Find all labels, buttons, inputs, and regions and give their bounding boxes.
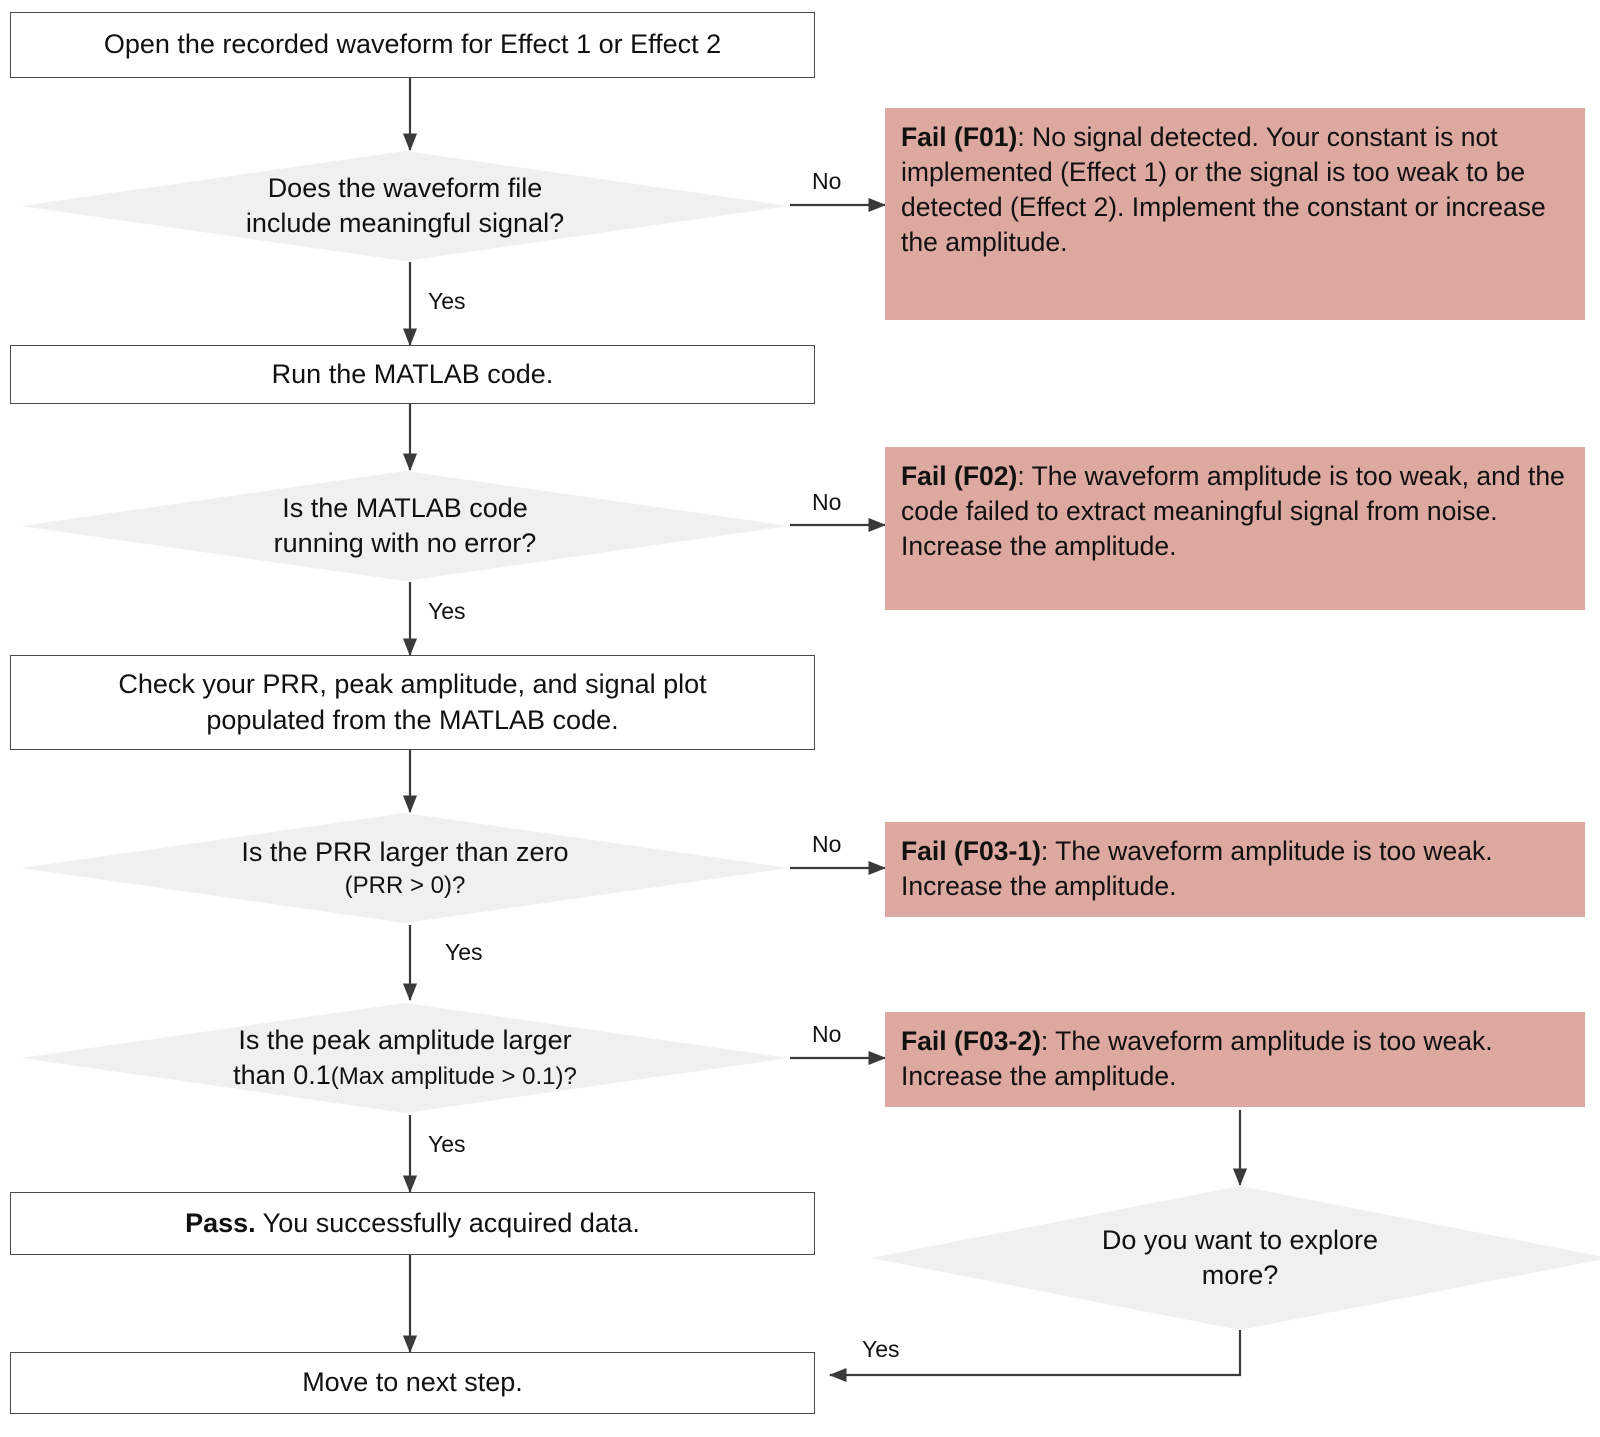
decision5-line1: Do you want to explore bbox=[1101, 1224, 1379, 1255]
decision-explore-more bbox=[870, 1185, 1600, 1331]
node-next-step bbox=[10, 1352, 815, 1414]
fail-f01-box bbox=[885, 108, 1585, 320]
decision-peak-amplitude bbox=[20, 1002, 790, 1114]
node-pass-bold: Pass. bbox=[185, 1207, 256, 1238]
edge-label-no-3: No bbox=[812, 831, 842, 857]
node-check-results-line2: populated from the MATLAB code. bbox=[206, 704, 619, 735]
node-next-step-label: Move to next step. bbox=[302, 1367, 523, 1398]
fail-f03-1-text: : The waveform amplitude is too weak. Increase the amplitude. bbox=[901, 836, 1493, 901]
decision-prr-greater-zero bbox=[20, 812, 790, 924]
decision4-line2-b: (Max amplitude > 0.1)? bbox=[330, 1063, 577, 1090]
node-pass bbox=[10, 1192, 815, 1255]
decision1-line1: Does the waveform file bbox=[267, 172, 543, 203]
fail-f03-1-box bbox=[885, 822, 1585, 917]
edge-label-no-1: No bbox=[812, 168, 842, 194]
decision-waveform-has-signal bbox=[20, 150, 790, 262]
node-run-matlab bbox=[10, 345, 815, 404]
decision3-line2: (PRR > 0)? bbox=[344, 871, 466, 899]
node-run-matlab-label: Run the MATLAB code. bbox=[271, 358, 554, 389]
edge-label-yes-4: Yes bbox=[428, 1131, 466, 1157]
decision-peak-amplitude-label bbox=[20, 1002, 790, 1114]
decision5-line2: more? bbox=[1201, 1260, 1279, 1290]
decision-explore-more-label bbox=[870, 1185, 1600, 1331]
decision3-line1: Is the PRR larger than zero bbox=[241, 836, 569, 867]
decision4-line2-a: than 0.1 bbox=[233, 1060, 331, 1090]
node-check-results bbox=[10, 655, 815, 750]
edge-label-no-4: No bbox=[812, 1021, 842, 1047]
fail-f03-1-label: Fail (F03-1) bbox=[901, 836, 1041, 866]
decision2-line2: running with no error? bbox=[273, 528, 537, 558]
edge-label-no-2: No bbox=[812, 489, 842, 515]
fail-f01-text: : No signal detected. Your constant is not implemented (Effect 1) or the signal is too weak to be detected (Effect 2). Implement the constant or increase the amplitude. bbox=[901, 122, 1546, 257]
edge-label-yes-5: Yes bbox=[862, 1336, 900, 1362]
fail-f02-text: : The waveform amplitude is too weak, and the code failed to extract meaningful signal from noise. Increase the amplitude. bbox=[901, 461, 1565, 561]
fail-f03-2-label: Fail (F03-2) bbox=[901, 1026, 1041, 1056]
decision4-line1: Is the peak amplitude larger bbox=[238, 1024, 572, 1055]
edge-label-yes-1: Yes bbox=[428, 288, 466, 314]
edge-label-yes-3: Yes bbox=[445, 939, 483, 965]
decision-matlab-no-error bbox=[20, 470, 790, 582]
fail-f02-label: Fail (F02) bbox=[901, 461, 1018, 491]
fail-f03-2-text: : The waveform amplitude is too weak. Increase the amplitude. bbox=[901, 1026, 1493, 1091]
node-check-results-line1: Check your PRR, peak amplitude, and signal plot bbox=[118, 669, 707, 700]
node-open-waveform bbox=[10, 12, 815, 78]
fail-f01-label: Fail (F01) bbox=[901, 122, 1018, 152]
edge-label-yes-2: Yes bbox=[428, 598, 466, 624]
fail-f03-2-box bbox=[885, 1012, 1585, 1107]
decision-prr-greater-zero-label bbox=[20, 812, 790, 924]
fail-f02-box bbox=[885, 447, 1585, 610]
decision1-line2: include meaningful signal? bbox=[245, 208, 565, 238]
decision2-line1: Is the MATLAB code bbox=[282, 492, 528, 523]
decision-matlab-no-error-label bbox=[20, 470, 790, 582]
decision-waveform-has-signal-label bbox=[20, 150, 790, 262]
node-open-waveform-label: Open the recorded waveform for Effect 1 or Effect 2 bbox=[103, 29, 722, 60]
node-pass-rest: You successfully acquired data. bbox=[255, 1207, 640, 1238]
